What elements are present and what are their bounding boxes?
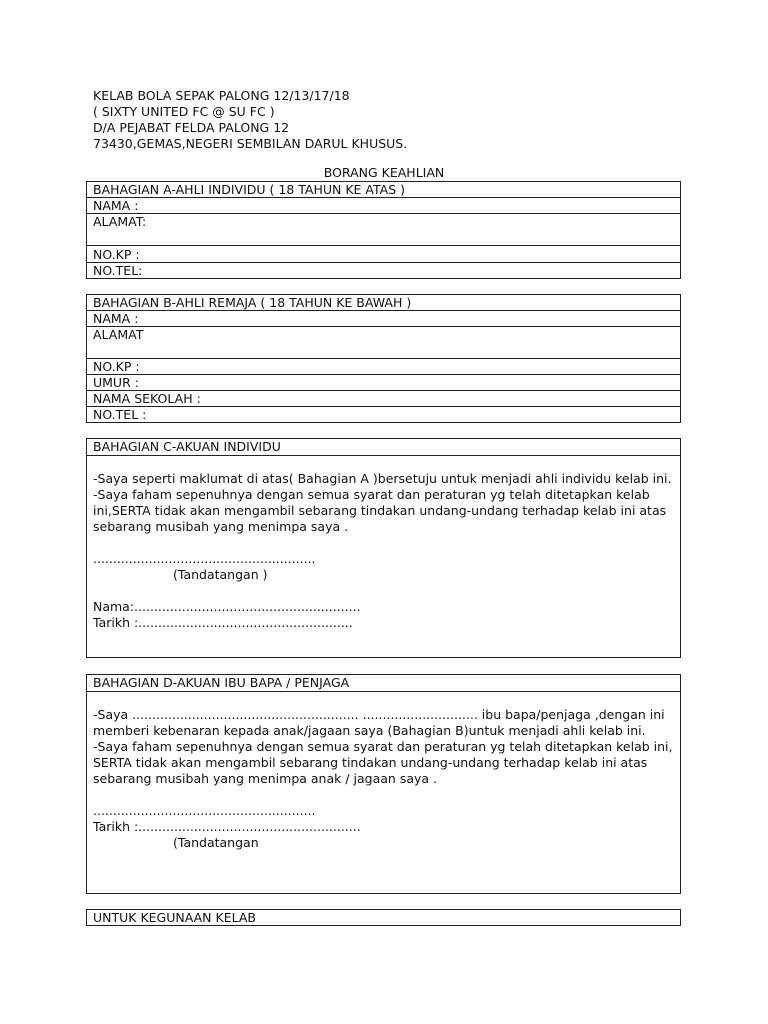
section-b-notel-field[interactable]: NO.TEL : <box>93 407 147 422</box>
club-address-line2: 73430,GEMAS,NEGERI SEMBILAN DARUL KHUSUS. <box>93 136 408 151</box>
section-b-umur-field[interactable]: UMUR : <box>87 375 680 391</box>
club-alias: ( SIXTY UNITED FC @ SU FC ) <box>93 104 275 119</box>
club-use-box <box>86 909 681 926</box>
section-b-nama-field[interactable]: NAMA : <box>87 311 680 327</box>
section-a-notel-field[interactable]: NO.TEL: <box>93 263 143 278</box>
section-b-alamat-field[interactable]: ALAMAT <box>87 327 680 359</box>
club-name: KELAB BOLA SEPAK PALONG 12/13/17/18 <box>93 88 350 103</box>
section-c-signature-line[interactable]: ........................................................ <box>93 551 316 566</box>
section-d-signature-label: (Tandatangan <box>173 835 259 850</box>
section-d-box <box>86 674 681 894</box>
section-a-nama-field[interactable]: NAMA : <box>87 198 680 214</box>
section-c-statement-2: -Saya faham sepenuhnya dengan semua syarat dan peraturan yg telah ditetapkan kelab ini,SERTA tidak akan mengambil sebarang tindakan undang-undang terhadap kelab ini atas sebarang musibah yang menimpa saya . <box>93 487 667 534</box>
club-address-line1: D/A PEJABAT FELDA PALONG 12 <box>93 120 290 135</box>
club-use-title: UNTUK KEGUNAAN KELAB <box>93 910 256 925</box>
section-d-statement-1: -Saya ......................................................... ............................. ibu bapa/penjaga ,dengan ini memberi kebenaran kepada anak/jagaan saya (Bahagian B)untuk menjadi ahli kelab ini. <box>93 707 665 738</box>
section-b-nokp-field[interactable]: NO.KP : <box>87 359 680 375</box>
form-title: BORANG KEAHLIAN <box>323 165 445 180</box>
section-c-box <box>86 438 681 658</box>
section-d-signature-line[interactable]: ........................................................ <box>93 803 316 818</box>
section-a-alamat-field[interactable]: ALAMAT: <box>87 214 680 246</box>
section-d-statement-2: -Saya faham sepenuhnya dengan semua syarat dan peraturan yg telah ditetapkan kelab ini, SERTA tidak akan mengambil sebarang tindakan undang-undang terhadap kelab ini atas sebarang musibah yang menimpa anak / jagaan saya . <box>93 739 673 786</box>
section-d-tarikh-line[interactable]: Tarikh :........................................................ <box>93 819 361 834</box>
club-header <box>93 88 407 152</box>
section-d-title: BAHAGIAN D-AKUAN IBU BAPA / PENJAGA <box>87 675 680 692</box>
section-a-box <box>86 181 681 279</box>
section-c-signature-label: (Tandatangan ) <box>173 567 268 582</box>
section-c-nama-line[interactable]: Nama:......................................................... <box>93 599 361 614</box>
section-b-title: BAHAGIAN B-AHLI REMAJA ( 18 TAHUN KE BAWAH ) <box>87 295 680 311</box>
section-c-tarikh-line[interactable]: Tarikh :...................................................... <box>93 615 353 630</box>
section-a-title: BAHAGIAN A-AHLI INDIVIDU ( 18 TAHUN KE ATAS ) <box>87 182 680 198</box>
section-b-box <box>86 294 681 423</box>
section-a-nokp-field[interactable]: NO.KP : <box>87 246 680 263</box>
section-c-title: BAHAGIAN C-AKUAN INDIVIDU <box>87 439 680 456</box>
section-b-sekolah-field[interactable]: NAMA SEKOLAH : <box>87 391 680 407</box>
section-c-statement-1: -Saya seperti maklumat di atas( Bahagian A )bersetuju untuk menjadi ahli individu kelab ini. <box>93 471 672 486</box>
